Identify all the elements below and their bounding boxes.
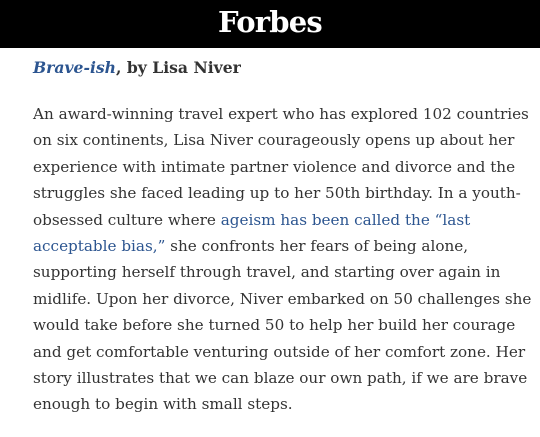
article-excerpt <box>33 55 533 418</box>
book-headline <box>33 55 533 81</box>
paragraph-line-11: story illustrates that we can blaze our own path, if we are brave <box>33 369 528 388</box>
book-title-link[interactable]: Brave-ish <box>33 58 116 77</box>
paragraph-line-3: experience with intimate partner violence and divorce and the <box>33 157 516 176</box>
paragraph-line-10: and get comfortable venturing outside of her comfort zone. Her <box>33 342 526 361</box>
paragraph-line-6 <box>33 233 533 259</box>
paragraph-line-9: would take before she turned 50 to help her build her courage <box>33 316 516 335</box>
forbes-logo[interactable]: Forbes <box>218 4 322 39</box>
paragraph-line-4: struggles she faced leading up to her 50th birthday. In a youth- <box>33 184 521 203</box>
paragraph-line-8: midlife. Upon her divorce, Niver embarked on 50 challenges she <box>33 289 532 308</box>
paragraph-line-6-text: she confronts her fears of being alone, <box>165 237 469 256</box>
ageism-article-link-part-1[interactable]: ageism has been called the “last <box>220 210 471 229</box>
forbes-masthead <box>0 0 540 48</box>
article-paragraph <box>33 101 533 418</box>
paragraph-line-5 <box>33 207 533 233</box>
paragraph-line-1: An award-winning travel expert who has explored 102 countries <box>33 105 529 123</box>
author-byline: , by Lisa Niver <box>116 58 241 77</box>
paragraph-line-12: enough to begin with small steps. <box>33 395 293 414</box>
paragraph-line-7: supporting herself through travel, and starting over again in <box>33 263 501 282</box>
paragraph-line-2: on six continents, Lisa Niver courageously opens up about her <box>33 131 515 150</box>
ageism-article-link-part-2[interactable]: acceptable bias,” <box>33 237 166 256</box>
paragraph-line-5-text: obsessed culture where <box>33 210 221 229</box>
